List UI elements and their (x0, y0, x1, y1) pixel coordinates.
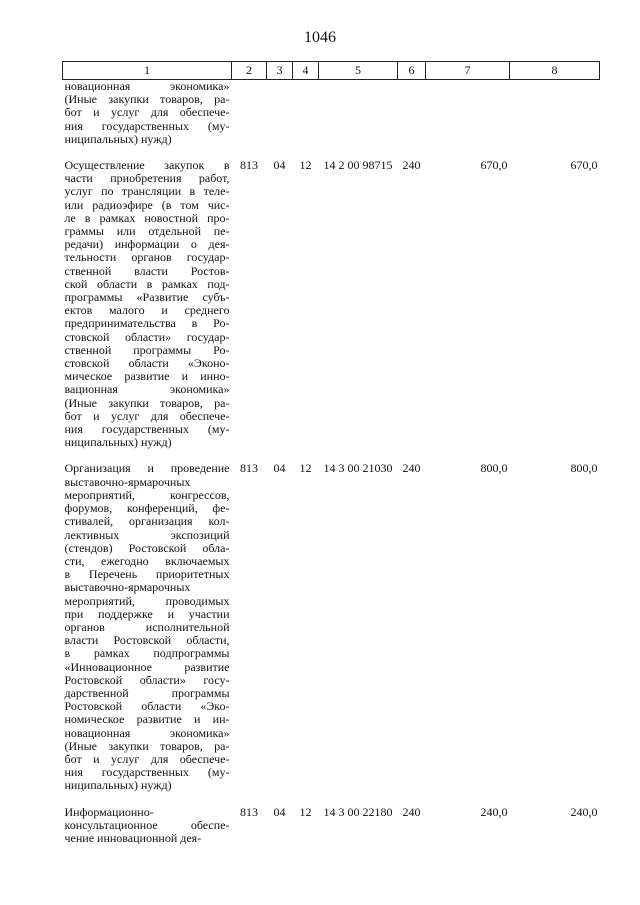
subsection-code: 12 (299, 804, 312, 819)
description-line: (Иные закупки товаров, ра- (64, 92, 230, 107)
column-header: 3 (267, 62, 293, 80)
department-code: 813 (240, 804, 258, 819)
description-line: ниципальных) нужд) (64, 435, 172, 450)
description-line: стовской области» государ- (64, 329, 230, 344)
page-number: 1046 (304, 29, 336, 46)
description-line: (Иные закупки товаров, ра- (64, 738, 230, 753)
amount-year-2: 670,0 (570, 158, 598, 173)
description-line: ния государственных (му- (64, 118, 230, 133)
description-line: сти, ежегодно включаемых (64, 553, 230, 568)
column-header: 4 (293, 62, 319, 80)
target-article-code: 14 3 00 21030 (323, 461, 393, 476)
section-code: 04 (273, 158, 286, 173)
expense-description (63, 159, 232, 449)
subsection-code: 12 (299, 461, 312, 476)
description-line: стивалей, организация кол- (64, 514, 230, 529)
section-code (267, 80, 293, 147)
column-header: 6 (398, 62, 426, 80)
description-line: предпринимательства в Ро- (64, 316, 230, 331)
column-header: 8 (510, 62, 600, 80)
description-line: номическое развитие и ин- (64, 712, 230, 727)
description-line: ния государственных (му- (64, 765, 230, 780)
description-line: ственной программы Ро- (64, 342, 230, 357)
description-line: ниципальных) нужд) (64, 778, 172, 793)
description-line: форумов, конференций, фе- (64, 501, 230, 516)
amount-year-1: 800,0 (480, 461, 508, 476)
target-article-code: 14 3 00 22180 (323, 804, 393, 819)
description-line: бот и услуг для обеспече- (64, 408, 230, 423)
description-line: при поддержке и участии (64, 606, 230, 621)
expense-type-code: 240 (402, 158, 421, 173)
description-line: ектов малого и среднего (64, 303, 230, 318)
section-code: 04 (273, 804, 286, 819)
description-line: мероприятий, проводимых (64, 593, 230, 608)
description-line: выставочно-ярмарочных (64, 580, 191, 595)
description-line: бот и услуг для обеспече- (64, 751, 230, 766)
description-line: Информационно- (64, 804, 154, 819)
amount-year-2: 240,0 (570, 804, 598, 819)
description-line: стовской области «Эконо- (64, 356, 230, 371)
description-line: власти Ростовской области, (64, 633, 230, 648)
description-line: граммы или отдельной пе- (64, 224, 230, 239)
table-row (63, 80, 600, 147)
department-code: 813 (240, 158, 258, 173)
description-line: лективных экспозиций (64, 527, 230, 542)
description-line: ниципальных) нужд) (64, 131, 172, 146)
description-line: органов исполнительной (64, 619, 230, 634)
description-line: тельности органов государ- (64, 250, 230, 265)
column-header: 5 (319, 62, 398, 80)
description-line: Осуществление закупок в (64, 158, 230, 173)
description-line: Организация и проведение (64, 461, 230, 476)
column-header: 2 (232, 62, 267, 80)
target-article-code: 14 2 00 98715 (323, 158, 393, 173)
expense-type-code: 240 (402, 461, 421, 476)
table-row (63, 159, 600, 449)
description-line: (Иные закупки товаров, ра- (64, 395, 230, 410)
budget-table (62, 61, 600, 845)
target-article-code (319, 80, 398, 147)
description-line: вационная экономика» (64, 382, 230, 397)
description-line: в рамках подпрограммы (64, 646, 230, 661)
department-code (232, 80, 267, 147)
description-line: Ростовской области «Эко- (64, 699, 230, 714)
description-line: или радиоэфире (в том чис- (64, 197, 230, 212)
header-row (63, 62, 600, 80)
description-line: дарственной программы (64, 685, 230, 700)
expense-type-code: 240 (402, 804, 421, 819)
amount-year-1 (426, 80, 510, 147)
description-line: программы «Развитие субъ- (64, 290, 230, 305)
description-line: Ростовской области» госу- (64, 672, 230, 687)
row-spacer (63, 793, 600, 806)
description-line: новационная экономика» (64, 79, 230, 93)
amount-year-1: 240,0 (480, 804, 508, 819)
table-row (63, 462, 600, 792)
expense-description (63, 462, 232, 792)
department-code: 813 (240, 461, 258, 476)
description-line: редачи) информации о дея- (64, 237, 230, 252)
column-header: 7 (426, 62, 510, 80)
amount-year-1: 670,0 (480, 158, 508, 173)
subsection-code: 12 (299, 158, 312, 173)
description-line: ской области в рамках под- (64, 276, 230, 291)
description-line: консультационное обеспе- (64, 817, 230, 832)
description-line: части приобретения работ, (64, 171, 230, 186)
description-line: услуг по трансляции в теле- (64, 184, 230, 199)
section-code: 04 (273, 461, 286, 476)
description-line: новационная экономика» (64, 725, 230, 740)
expense-description (63, 806, 232, 846)
description-line: ственной власти Ростов- (64, 263, 230, 278)
spacer-cell (63, 793, 600, 806)
description-line: ния государственных (му- (64, 422, 230, 437)
amount-year-2 (510, 80, 600, 147)
expense-type-code (398, 80, 426, 147)
amount-year-2: 800,0 (570, 461, 598, 476)
description-line: бот и услуг для обеспече- (64, 105, 230, 120)
expense-description (63, 80, 232, 147)
table-row (63, 806, 600, 846)
subsection-code (293, 80, 319, 147)
description-line: в Перечень приоритетных (64, 567, 230, 582)
description-line: мероприятий, конгрессов, (64, 487, 230, 502)
description-line: (стендов) Ростовской обла- (64, 540, 230, 555)
description-line: мическое развитие и инно- (64, 369, 230, 384)
column-header: 1 (63, 62, 232, 80)
description-line: выставочно-ярмарочных (64, 474, 191, 489)
description-line: «Инновационное развитие (64, 659, 230, 674)
description-line: ле в рамках новостной про- (64, 210, 230, 225)
description-line: чение инновационной дея- (64, 830, 202, 845)
